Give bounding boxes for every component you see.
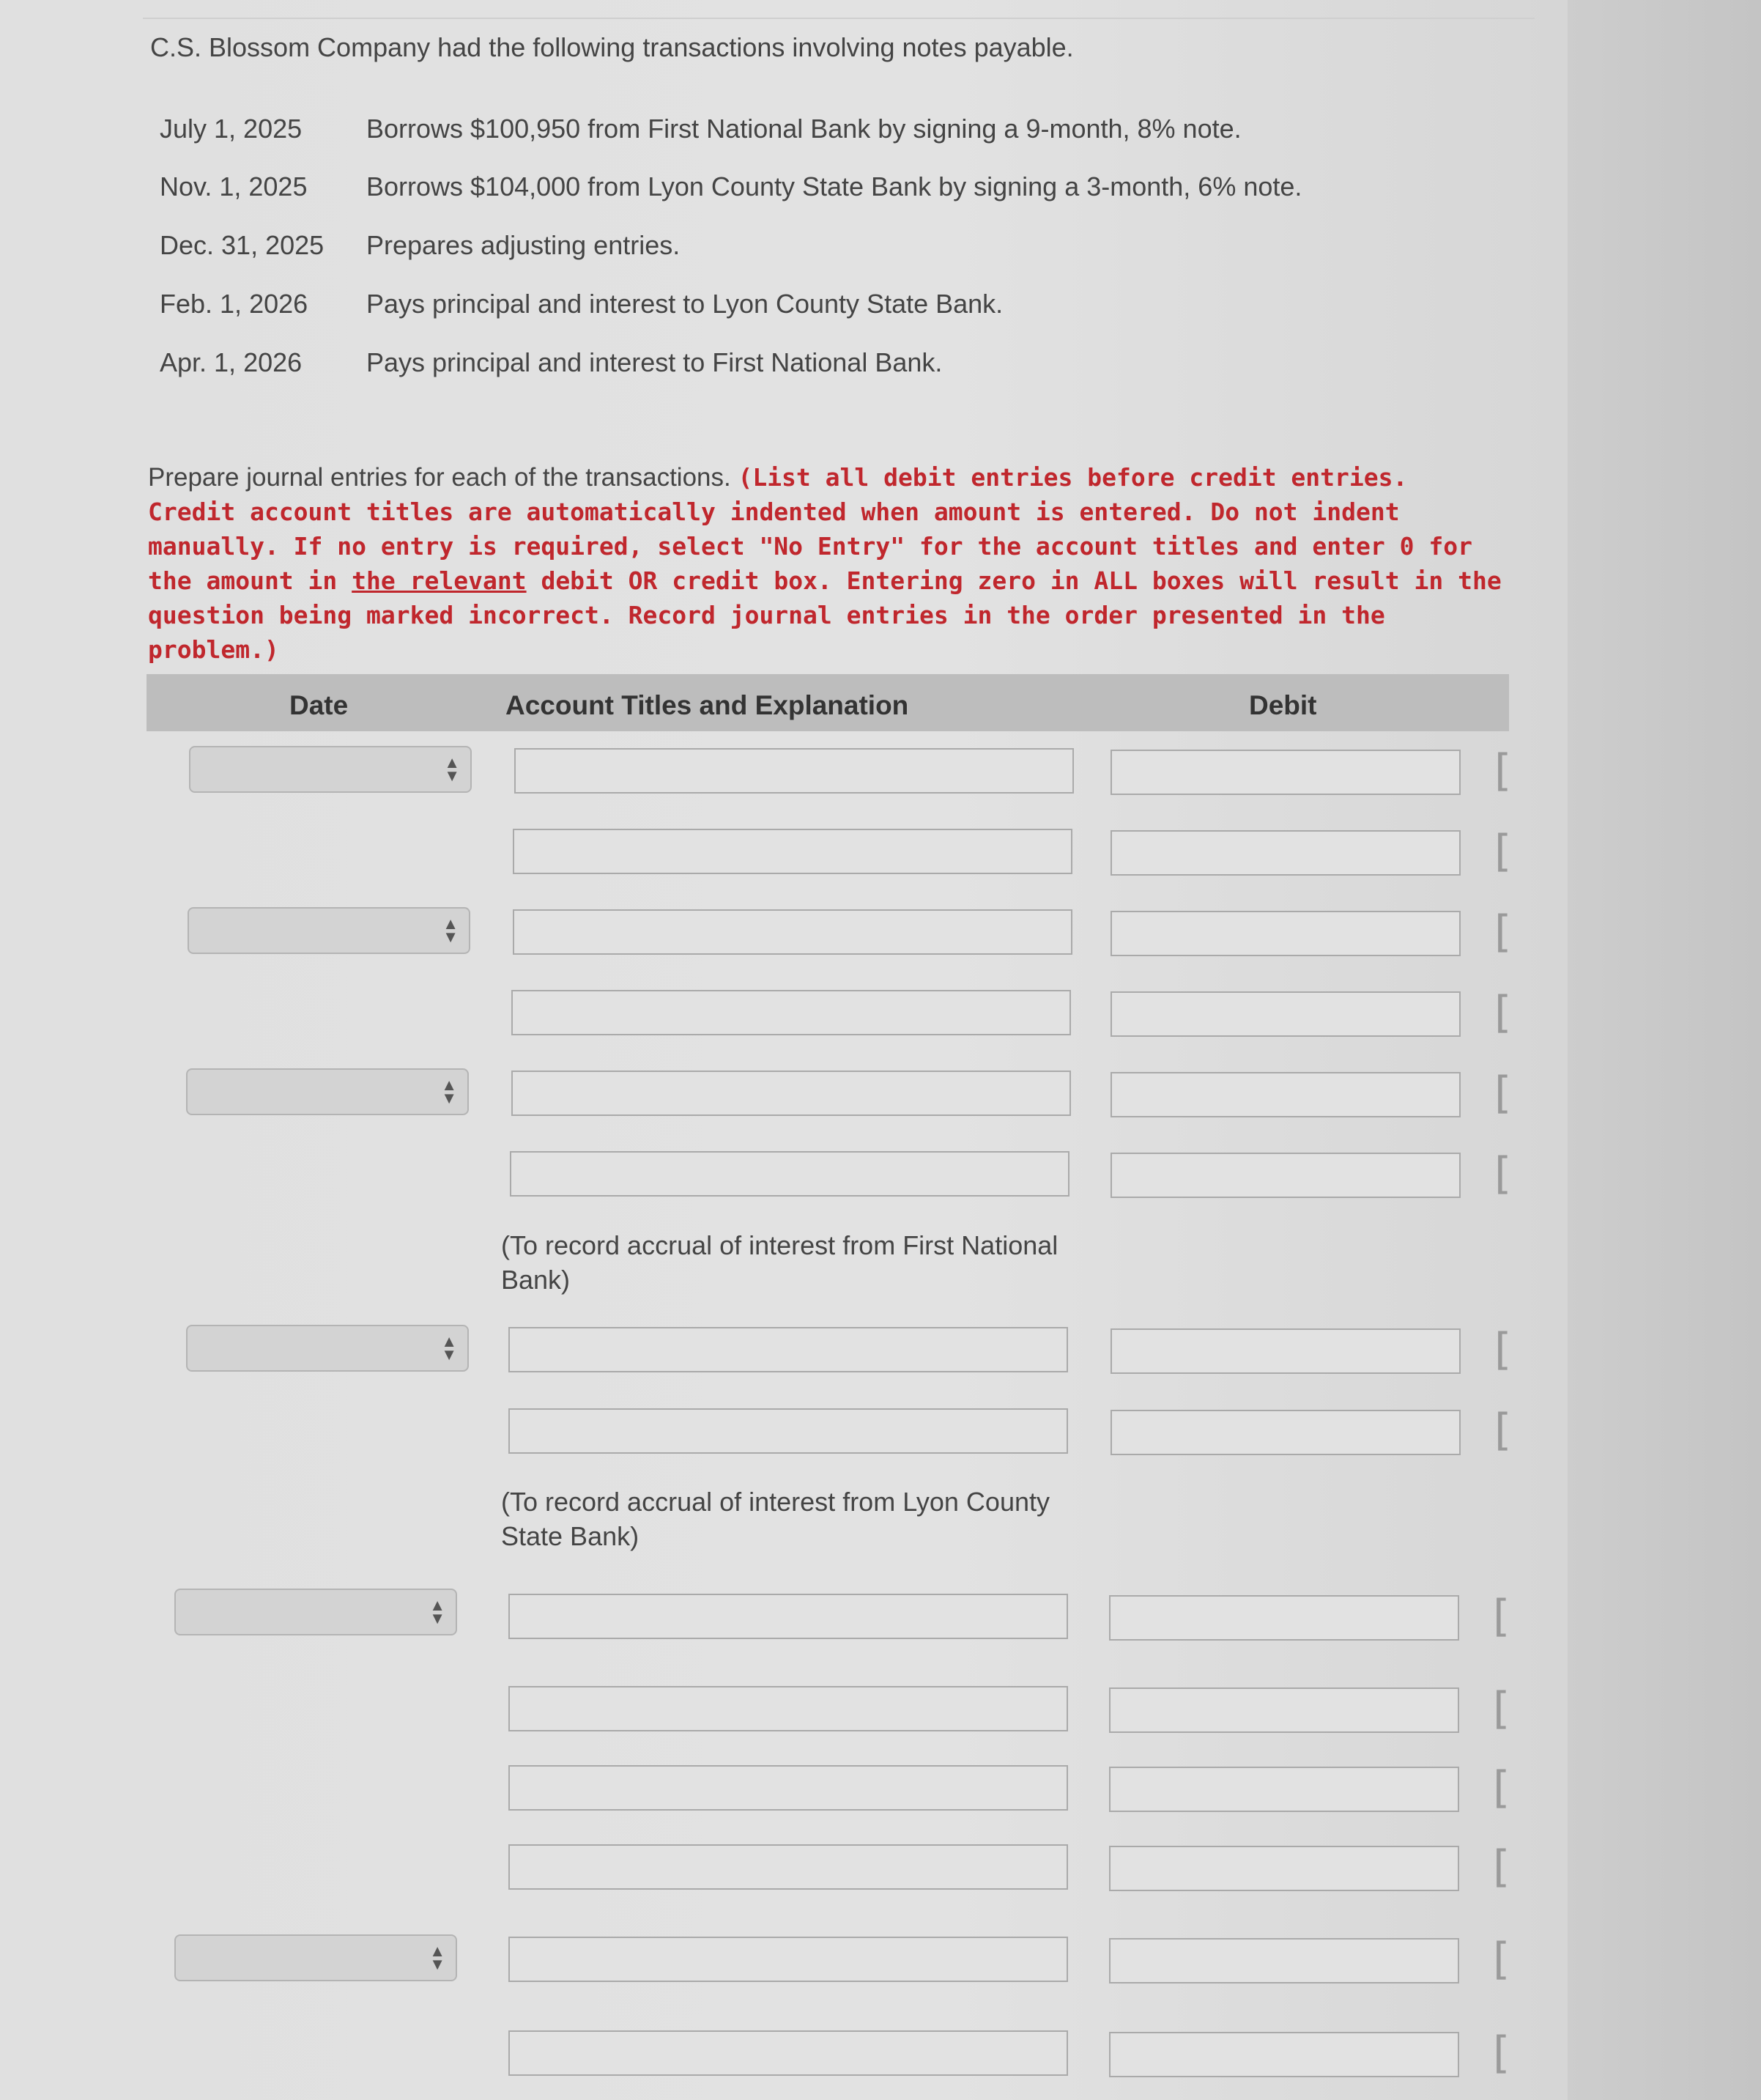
up-down-arrows-icon: ▲ ▼ xyxy=(442,914,459,946)
credit-input[interactable]: [ xyxy=(1494,826,1512,877)
transaction-date: July 1, 2025 xyxy=(160,114,303,144)
account-title-input[interactable] xyxy=(511,990,1071,1035)
instructions-red xyxy=(148,463,1502,664)
credit-input[interactable]: [ xyxy=(1493,1683,1510,1734)
credit-input[interactable]: [ xyxy=(1493,1762,1510,1814)
account-title-input[interactable] xyxy=(508,1686,1068,1731)
transaction-date: Dec. 31, 2025 xyxy=(160,230,325,260)
debit-input[interactable] xyxy=(1109,1595,1459,1641)
debit-input[interactable] xyxy=(1109,1846,1459,1891)
account-title-input[interactable] xyxy=(508,2030,1068,2076)
credit-input[interactable]: [ xyxy=(1493,2027,1510,2079)
col-debit-header: Debit xyxy=(1249,690,1317,720)
date-select[interactable] xyxy=(188,907,470,954)
account-title-input[interactable] xyxy=(508,1408,1068,1454)
debit-input[interactable] xyxy=(1111,991,1461,1037)
debit-input[interactable] xyxy=(1111,911,1461,956)
account-title-input[interactable] xyxy=(508,1327,1068,1372)
entry-explanation: (To record accrual of interest from Lyon County State Bank) xyxy=(501,1487,1050,1551)
debit-input[interactable] xyxy=(1109,2032,1459,2077)
account-title-input[interactable] xyxy=(513,829,1072,874)
top-divider xyxy=(143,18,1535,19)
instructions-red-text-2: debit OR credit box. Entering zero in ALL boxes will result in the question being marked incorrect. Record journal entries in the order presented in the problem.) xyxy=(148,566,1502,664)
credit-input[interactable]: [ xyxy=(1494,906,1512,958)
debit-input[interactable] xyxy=(1111,830,1461,876)
debit-input[interactable] xyxy=(1109,1938,1459,1983)
instructions-plain: Prepare journal entries for each of the transactions. xyxy=(148,463,738,492)
account-title-input[interactable] xyxy=(508,1844,1068,1890)
debit-input[interactable] xyxy=(1111,1328,1461,1374)
transaction-date: Feb. 1, 2026 xyxy=(160,289,308,319)
up-down-arrows-icon: ▲ ▼ xyxy=(429,1942,445,1973)
col-account-header: Account Titles and Explanation xyxy=(505,690,909,720)
credit-input[interactable]: [ xyxy=(1494,1148,1512,1199)
col-date-header: Date xyxy=(289,690,349,720)
transaction-description: Borrows $100,950 from First National Bank by signing a 9-month, 8% note. xyxy=(366,114,1242,144)
account-title-input[interactable] xyxy=(510,1151,1069,1197)
credit-input[interactable]: [ xyxy=(1494,1405,1512,1456)
date-select[interactable] xyxy=(174,1934,457,1981)
transaction-date: Apr. 1, 2026 xyxy=(160,347,303,377)
date-select[interactable] xyxy=(186,1325,469,1372)
journal-table-header xyxy=(147,674,1509,731)
relevant-box-link[interactable]: the relevant xyxy=(352,566,527,595)
screen-edge xyxy=(1568,0,1761,2100)
entry-explanation: (To record accrual of interest from First National Bank) xyxy=(501,1230,1059,1295)
debit-input[interactable] xyxy=(1111,1410,1461,1455)
instructions xyxy=(148,460,1503,667)
problem-intro: C.S. Blossom Company had the following transactions involving notes payable. xyxy=(150,32,1074,62)
up-down-arrows-icon: ▲ ▼ xyxy=(441,1076,457,1107)
account-title-input[interactable] xyxy=(508,1594,1068,1639)
credit-input[interactable]: [ xyxy=(1494,1324,1512,1375)
debit-input[interactable] xyxy=(1111,1072,1461,1117)
account-title-input[interactable] xyxy=(511,1071,1071,1116)
transaction-date: Nov. 1, 2025 xyxy=(160,171,308,202)
date-select[interactable] xyxy=(186,1068,469,1115)
credit-input[interactable]: [ xyxy=(1493,1841,1510,1893)
debit-input[interactable] xyxy=(1111,1153,1461,1198)
date-select[interactable] xyxy=(189,746,472,793)
up-down-arrows-icon: ▲ ▼ xyxy=(441,1332,457,1364)
account-title-input[interactable] xyxy=(513,909,1072,955)
instructions-red-text: (List all debit entries before credit entries. Credit account titles are automatically indented when amount is entered. Do not indent manually. If no entry is required, select "No Entry" for the account titles and enter 0 for the amount in xyxy=(148,463,1472,595)
up-down-arrows-icon: ▲ ▼ xyxy=(444,753,460,785)
credit-input[interactable]: [ xyxy=(1493,1934,1510,1985)
date-select[interactable] xyxy=(174,1589,457,1635)
transaction-description: Borrows $104,000 from Lyon County State Bank by signing a 3-month, 6% note. xyxy=(366,171,1302,202)
debit-input[interactable] xyxy=(1109,1687,1459,1733)
debit-input[interactable] xyxy=(1111,750,1461,795)
credit-input[interactable]: [ xyxy=(1493,1591,1510,1642)
up-down-arrows-icon: ▲ ▼ xyxy=(429,1596,445,1627)
transaction-description: Pays principal and interest to First National Bank. xyxy=(366,347,943,377)
credit-input[interactable]: [ xyxy=(1494,987,1512,1038)
transaction-description: Prepares adjusting entries. xyxy=(366,230,681,260)
account-title-input[interactable] xyxy=(508,1937,1068,1982)
account-title-input[interactable] xyxy=(514,748,1074,794)
credit-input[interactable]: [ xyxy=(1494,745,1512,796)
credit-input[interactable]: [ xyxy=(1494,1068,1512,1119)
debit-input[interactable] xyxy=(1109,1767,1459,1812)
transaction-description: Pays principal and interest to Lyon County State Bank. xyxy=(366,289,1004,319)
account-title-input[interactable] xyxy=(508,1765,1068,1811)
